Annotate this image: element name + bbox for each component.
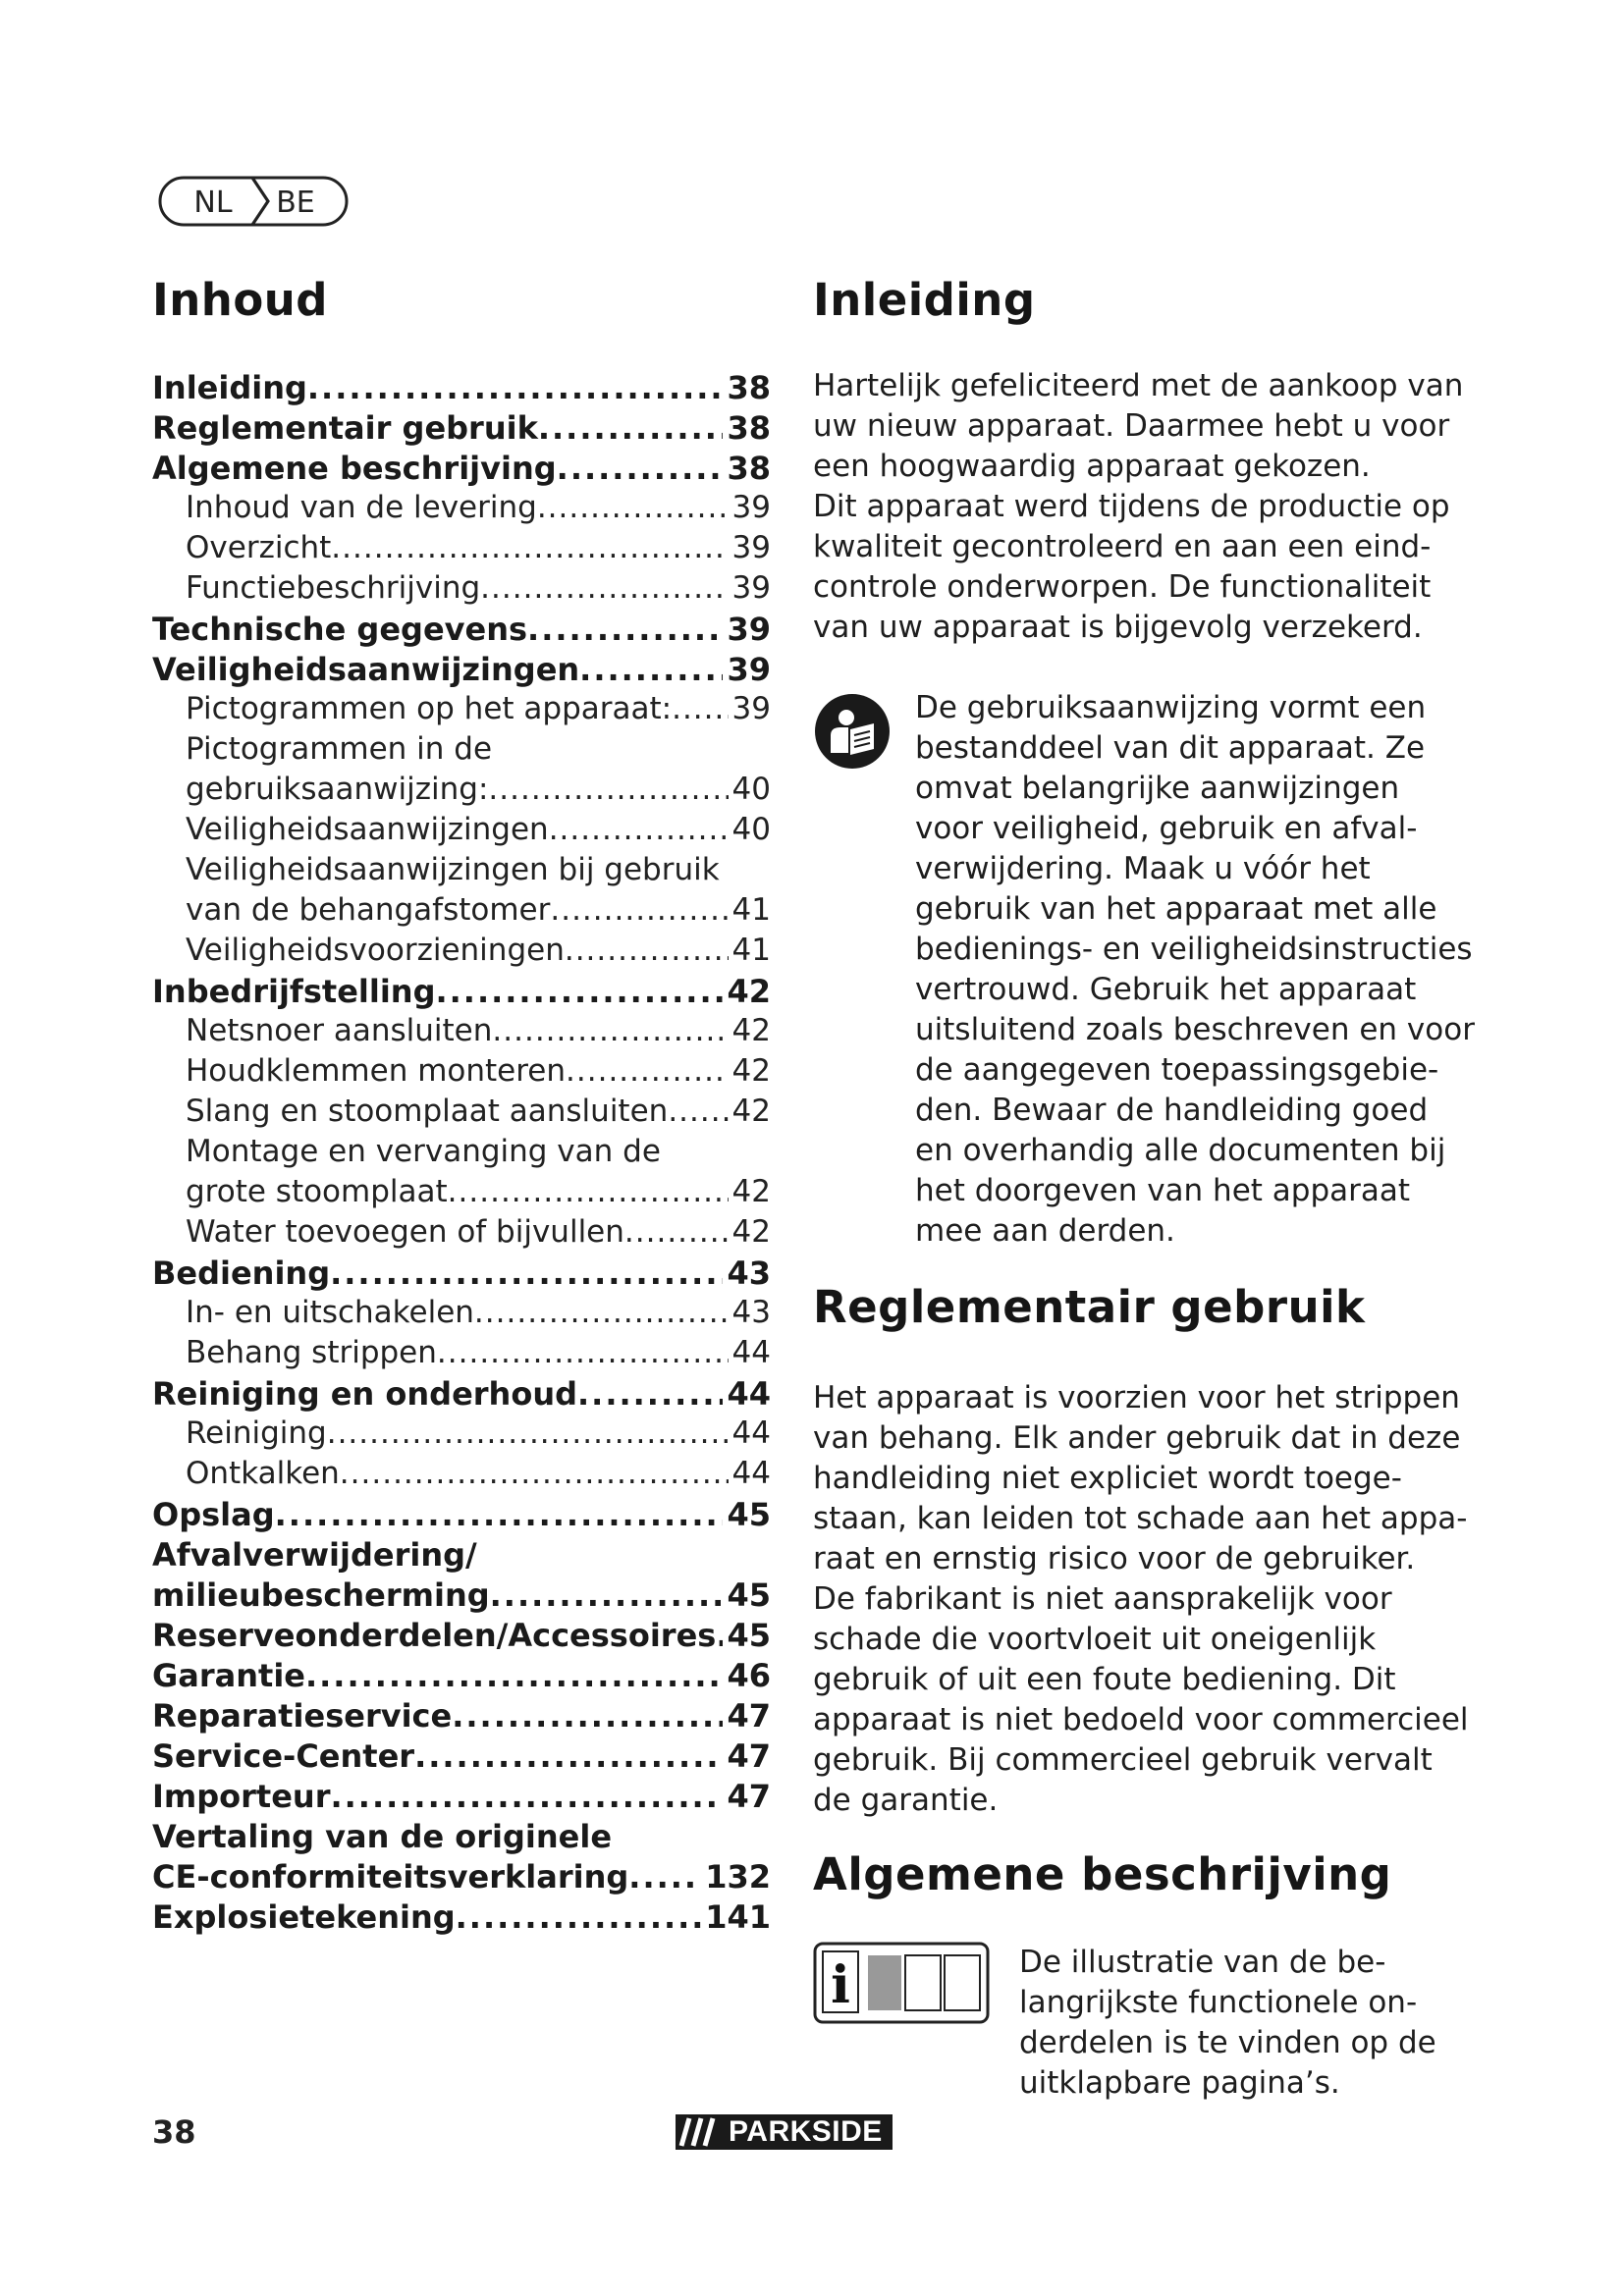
svg-text:i: i bbox=[831, 1955, 850, 2015]
toc-leader-dots bbox=[307, 369, 724, 406]
toc-entry[interactable] bbox=[152, 731, 771, 772]
toc-entry[interactable] bbox=[152, 973, 771, 1013]
toc-entry-page: 44 bbox=[731, 1415, 771, 1451]
toc-entry-label: Pictogrammen in de bbox=[186, 731, 493, 767]
toc-title: Inhoud bbox=[152, 274, 328, 326]
note-line: verwijdering. Maak u vóór het bbox=[915, 851, 1371, 886]
toc-entry-label: Overzicht bbox=[186, 530, 332, 565]
inleiding-intro-text bbox=[813, 366, 1463, 648]
text-line: Dit apparaat werd tijdens de productie op bbox=[813, 489, 1450, 524]
text-line: de garantie. bbox=[813, 1783, 999, 1818]
toc-entry-page: 39 bbox=[731, 691, 771, 726]
toc-entry[interactable] bbox=[152, 812, 771, 852]
toc-entry[interactable] bbox=[152, 1134, 771, 1174]
toc-entry-label: gebruiksaanwijzing: bbox=[186, 772, 489, 807]
text-line: staan, kan leiden tot schade aan het appa- bbox=[813, 1501, 1468, 1536]
text-line: langrijkste functionele on- bbox=[1019, 1985, 1418, 2020]
toc-entry-page: 42 bbox=[731, 1174, 771, 1209]
text-line: van behang. Elk ander gebruik dat in deze bbox=[813, 1420, 1461, 1456]
toc-leader-dots bbox=[275, 1496, 724, 1533]
toc-entry-page: 45 bbox=[727, 1496, 771, 1533]
toc-entry-page: 43 bbox=[727, 1255, 771, 1292]
toc-entry-page: 46 bbox=[727, 1657, 771, 1694]
toc-entry-page: 41 bbox=[731, 892, 771, 928]
toc-entry-label: Bediening bbox=[152, 1255, 331, 1292]
toc-entry[interactable] bbox=[152, 1737, 771, 1778]
toc-entry[interactable] bbox=[152, 1898, 771, 1939]
text-line: apparaat is niet bedoeld voor commercieel bbox=[813, 1702, 1469, 1737]
toc-leader-dots bbox=[340, 1456, 729, 1491]
toc-leader-dots bbox=[566, 1053, 729, 1089]
reglementair-text bbox=[813, 1378, 1469, 1821]
note-line: vertrouwd. Gebruik het apparaat bbox=[915, 972, 1417, 1007]
text-line: De illustratie van de be- bbox=[1019, 1945, 1386, 1980]
toc-entry-label: Afvalverwijdering/ bbox=[152, 1536, 477, 1574]
brand-logo bbox=[676, 2111, 893, 2153]
toc-entry[interactable] bbox=[152, 933, 771, 973]
toc-entry[interactable] bbox=[152, 530, 771, 570]
inleiding-heading: Inleiding bbox=[813, 274, 1036, 326]
text-line: handleiding niet expliciet wordt toege- bbox=[813, 1461, 1402, 1496]
toc-entry-label: In- en uitschakelen bbox=[186, 1295, 474, 1330]
text-line: een hoogwaardig apparaat gekozen. bbox=[813, 449, 1371, 484]
toc-entry-page: 38 bbox=[727, 369, 771, 406]
toc-entry[interactable] bbox=[152, 369, 771, 409]
toc-leader-dots bbox=[550, 892, 728, 928]
toc-leader-dots bbox=[456, 1898, 702, 1936]
toc-entry[interactable] bbox=[152, 1174, 771, 1214]
page-number: 38 bbox=[152, 2113, 196, 2151]
toc-entry-label: Reiniging en onderhoud bbox=[152, 1375, 577, 1413]
toc-leader-dots bbox=[579, 651, 723, 688]
toc-entry-label: Veiligheidsaanwijzingen bbox=[152, 651, 580, 688]
toc-leader-dots bbox=[668, 1094, 728, 1129]
text-line: Hartelijk gefeliciteerd met de aankoop van bbox=[813, 368, 1464, 403]
lang-be: BE bbox=[276, 186, 315, 220]
toc-entry-page: 44 bbox=[731, 1456, 771, 1491]
toc-entry[interactable] bbox=[152, 1858, 771, 1898]
toc-leader-dots bbox=[474, 1295, 729, 1330]
reglementair-heading: Reglementair gebruik bbox=[813, 1281, 1366, 1333]
text-line: kwaliteit gecontroleerd en aan een eind- bbox=[813, 529, 1432, 564]
toc-leader-dots bbox=[448, 1174, 729, 1209]
toc-leader-dots bbox=[330, 1255, 723, 1292]
text-line: gebruik of uit een foute bediening. Dit bbox=[813, 1662, 1396, 1697]
note-line: het doorgeven van het apparaat bbox=[915, 1173, 1411, 1208]
text-line: De fabrikant is niet aansprakelijk voor bbox=[813, 1581, 1392, 1617]
toc-leader-dots bbox=[330, 1778, 723, 1815]
toc-leader-dots bbox=[557, 450, 724, 487]
toc-entry[interactable] bbox=[152, 1094, 771, 1134]
note-line: en overhandig alle documenten bij bbox=[915, 1133, 1446, 1168]
toc-entry-label: Montage en vervanging van de bbox=[186, 1134, 661, 1169]
toc-entry[interactable] bbox=[152, 611, 771, 651]
toc-entry[interactable] bbox=[152, 450, 771, 490]
inleiding-note-text bbox=[915, 688, 1475, 1252]
toc-entry[interactable] bbox=[152, 1617, 771, 1657]
toc-entry-page: 47 bbox=[727, 1697, 771, 1735]
toc-entry[interactable] bbox=[152, 1053, 771, 1094]
toc-entry-page: 42 bbox=[731, 1214, 771, 1250]
toc-entry-label: Inhoud van de levering bbox=[186, 490, 537, 525]
toc-entry[interactable] bbox=[152, 490, 771, 530]
toc-entry[interactable] bbox=[152, 892, 771, 933]
toc-entry-label: Importeur bbox=[152, 1778, 331, 1815]
toc-entry-label: Behang strippen bbox=[186, 1335, 437, 1370]
toc-entry[interactable] bbox=[152, 1697, 771, 1737]
toc-entry-page: 39 bbox=[731, 570, 771, 606]
text-line: uitklapbare pagina’s. bbox=[1019, 2065, 1340, 2101]
toc-entry-page: 45 bbox=[727, 1576, 771, 1614]
toc-entry-page: 141 bbox=[705, 1898, 771, 1936]
toc-leader-dots bbox=[327, 1415, 729, 1451]
toc-entry-page: 42 bbox=[731, 1094, 771, 1129]
toc-entry-label: Functiebeschrijving bbox=[186, 570, 481, 606]
algemene-text bbox=[1019, 1943, 1436, 2104]
toc-entry-label: Service-Center bbox=[152, 1737, 415, 1775]
note-line: gebruik van het apparaat met alle bbox=[915, 891, 1437, 927]
toc-entry[interactable] bbox=[152, 772, 771, 812]
text-line: raat en ernstig risico voor de gebruiker. bbox=[813, 1541, 1416, 1576]
toc-entry-label: milieubescherming bbox=[152, 1576, 490, 1614]
text-line: van uw apparaat is bijgevolg verzekerd. bbox=[813, 610, 1423, 645]
note-line: bestanddeel van dit apparaat. Ze bbox=[915, 730, 1426, 766]
toc-entry-label: Slang en stoomplaat aansluiten bbox=[186, 1094, 669, 1129]
toc-entry[interactable] bbox=[152, 1576, 771, 1617]
toc-entry-page: 44 bbox=[727, 1375, 771, 1413]
language-badge bbox=[154, 174, 351, 229]
toc-leader-dots bbox=[537, 490, 729, 525]
toc-leader-dots bbox=[305, 1657, 723, 1694]
note-line: de aangegeven toepassingsgebie- bbox=[915, 1052, 1439, 1088]
text-line: derdelen is te vinden op de bbox=[1019, 2025, 1436, 2060]
read-manual-icon bbox=[813, 692, 892, 771]
info-foldout-icon bbox=[813, 1942, 990, 2024]
toc-leader-dots bbox=[492, 1013, 728, 1048]
toc-entry-page: 47 bbox=[727, 1778, 771, 1815]
toc-entry-page: 47 bbox=[727, 1737, 771, 1775]
toc-entry-page: 42 bbox=[731, 1013, 771, 1048]
note-line: uitsluitend zoals beschreven en voor bbox=[915, 1012, 1475, 1047]
toc-entry-label: van de behangafstomer bbox=[186, 892, 551, 928]
toc-entry[interactable] bbox=[152, 1456, 771, 1496]
toc-entry-page: 132 bbox=[705, 1858, 771, 1896]
toc-entry[interactable] bbox=[152, 1335, 771, 1375]
lang-nl: NL bbox=[193, 186, 233, 220]
toc-leader-dots bbox=[549, 812, 729, 847]
toc-entry-label: Algemene beschrijving bbox=[152, 450, 557, 487]
toc-entry[interactable] bbox=[152, 1214, 771, 1255]
algemene-heading: Algemene beschrijving bbox=[813, 1848, 1392, 1900]
note-line: omvat belangrijke aanwijzingen bbox=[915, 771, 1400, 806]
toc-entry-label: Explosietekening bbox=[152, 1898, 456, 1936]
toc-entry-page: 39 bbox=[731, 530, 771, 565]
toc-entry-label: Reserveonderdelen/Accessoires bbox=[152, 1617, 717, 1654]
toc-entry[interactable] bbox=[152, 1496, 771, 1536]
toc-leader-dots bbox=[488, 772, 728, 807]
toc-entry-page: 42 bbox=[731, 1053, 771, 1089]
note-line: bedienings- en veiligheidsinstructies bbox=[915, 932, 1473, 967]
toc-leader-dots bbox=[577, 1375, 723, 1413]
toc-entry[interactable] bbox=[152, 1415, 771, 1456]
note-line: mee aan derden. bbox=[915, 1213, 1175, 1249]
toc-entry[interactable] bbox=[152, 1778, 771, 1818]
toc-entry-label: Netsnoer aansluiten bbox=[186, 1013, 493, 1048]
text-line: uw nieuw apparaat. Daarmee hebt u voor bbox=[813, 408, 1450, 444]
toc-entry-page: 38 bbox=[727, 450, 771, 487]
toc-entry-label: Houdklemmen monteren bbox=[186, 1053, 567, 1089]
toc-entry-label: Veiligheidsaanwijzingen bij gebruik bbox=[186, 852, 720, 887]
toc-leader-dots bbox=[565, 933, 729, 968]
toc-entry-label: Opslag bbox=[152, 1496, 275, 1533]
toc-entry-label: Reparatieservice bbox=[152, 1697, 453, 1735]
toc-entry-label: Technische gegevens bbox=[152, 611, 528, 648]
toc-entry[interactable] bbox=[152, 409, 771, 450]
toc-entry[interactable] bbox=[152, 691, 771, 731]
toc-entry-label: Garantie bbox=[152, 1657, 305, 1694]
toc-entry-label: CE-conformiteitsverklaring bbox=[152, 1858, 629, 1896]
toc-entry-page: 39 bbox=[727, 651, 771, 688]
toc-leader-dots bbox=[628, 1858, 701, 1896]
toc-entry-label: Reglementair gebruik bbox=[152, 409, 538, 447]
toc-entry-label: Ontkalken bbox=[186, 1456, 340, 1491]
toc-entry-label: Reiniging bbox=[186, 1415, 327, 1451]
toc-entry[interactable] bbox=[152, 1657, 771, 1697]
text-line: schade die voortvloeit uit oneigenlijk bbox=[813, 1622, 1377, 1657]
toc-entry-page: 45 bbox=[727, 1617, 771, 1654]
toc-leader-dots bbox=[331, 530, 728, 565]
toc-entry-label: Veiligheidsaanwijzingen bbox=[186, 812, 549, 847]
toc-leader-dots bbox=[437, 1335, 729, 1370]
toc-entry-label: Water toevoegen of bijvullen bbox=[186, 1214, 624, 1250]
toc-entry-page: 39 bbox=[731, 490, 771, 525]
toc-entry[interactable] bbox=[152, 1536, 771, 1576]
toc-leader-dots bbox=[435, 973, 723, 1010]
toc-entry-page: 42 bbox=[727, 973, 771, 1010]
toc-entry-page: 39 bbox=[727, 611, 771, 648]
toc-entry-label: grote stoomplaat bbox=[186, 1174, 448, 1209]
toc-entry[interactable] bbox=[152, 651, 771, 691]
toc-leader-dots bbox=[672, 691, 728, 726]
note-line: den. Bewaar de handleiding goed bbox=[915, 1093, 1429, 1128]
text-line: controle onderworpen. De functionaliteit bbox=[813, 569, 1432, 605]
note-line: De gebruiksaanwijzing vormt een bbox=[915, 690, 1427, 725]
toc-entry[interactable] bbox=[152, 1818, 771, 1858]
toc-entry-page: 43 bbox=[731, 1295, 771, 1330]
toc-leader-dots bbox=[624, 1214, 729, 1250]
toc-entry-label: Vertaling van de originele bbox=[152, 1818, 613, 1855]
toc-entry[interactable] bbox=[152, 1295, 771, 1335]
toc-entry-label: Pictogrammen op het apparaat: bbox=[186, 691, 673, 726]
toc-leader-dots bbox=[490, 1576, 724, 1614]
note-line: voor veiligheid, gebruik en afval- bbox=[915, 811, 1418, 846]
toc-entry-page: 40 bbox=[731, 772, 771, 807]
toc-leader-dots bbox=[538, 409, 724, 447]
toc-entry-page: 41 bbox=[731, 933, 771, 968]
toc-entry[interactable] bbox=[152, 1013, 771, 1053]
toc-entry-page: 44 bbox=[731, 1335, 771, 1370]
toc-entry[interactable] bbox=[152, 852, 771, 892]
toc-entry-page: 38 bbox=[727, 409, 771, 447]
toc-entry[interactable] bbox=[152, 1255, 771, 1295]
toc-entry-label: Inbedrijfstelling bbox=[152, 973, 436, 1010]
toc-leader-dots bbox=[527, 611, 723, 648]
toc-leader-dots bbox=[452, 1697, 723, 1735]
toc-entry-label: Veiligheidsvoorzieningen bbox=[186, 933, 565, 968]
toc-leader-dots bbox=[716, 1617, 723, 1654]
toc-leader-dots bbox=[480, 570, 728, 606]
brand-name: PARKSIDE bbox=[723, 2114, 893, 2150]
toc-entry-label: Inleiding bbox=[152, 369, 307, 406]
toc-entry[interactable] bbox=[152, 1375, 771, 1415]
text-line: gebruik. Bij commercieel gebruik vervalt bbox=[813, 1742, 1433, 1778]
table-of-contents bbox=[152, 369, 771, 1939]
toc-entry[interactable] bbox=[152, 570, 771, 611]
toc-leader-dots bbox=[414, 1737, 723, 1775]
text-line: Het apparaat is voorzien voor het strippen bbox=[813, 1380, 1460, 1415]
toc-entry-page: 40 bbox=[731, 812, 771, 847]
brand-slashes-icon bbox=[676, 2114, 723, 2150]
